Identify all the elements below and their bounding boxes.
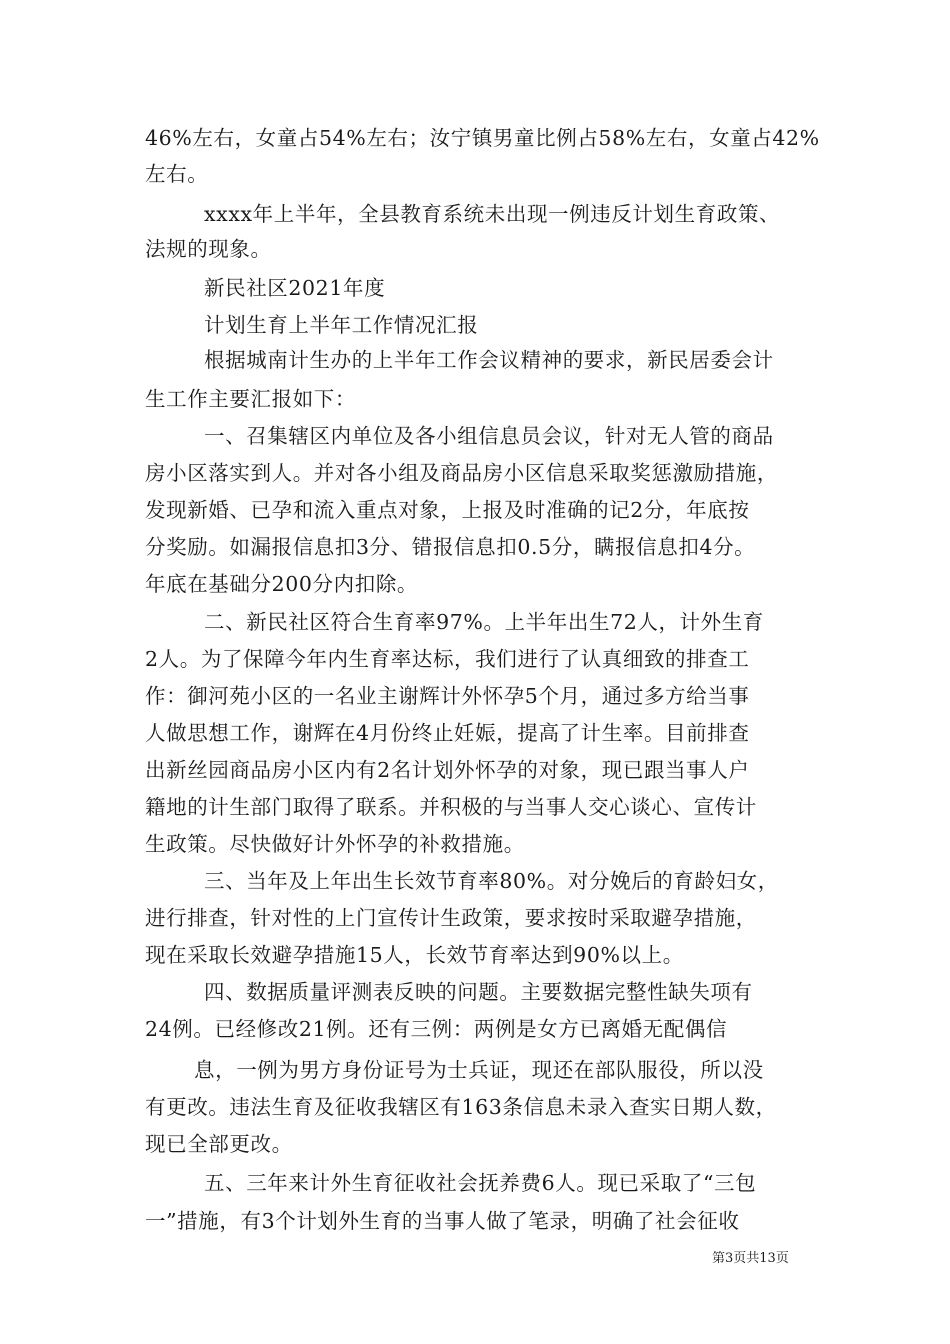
text-line: 息，一例为男方身份证号为士兵证，现还在部队服役，所以没 <box>194 1058 764 1082</box>
text-line: xxxx年上半年，全县教育系统未出现一例违反计划生育政策、 <box>204 202 781 226</box>
text-line: 有更改。违法生育及征收我辖区有163条信息未录入查实日期人数， <box>145 1095 777 1119</box>
text-line: 人做思想工作，谢辉在4月份终止妊娠，提高了计生率。目前排查 <box>145 721 750 745</box>
text-line: 籍地的计生部门取得了联系。并积极的与当事人交心谈心、宣传计 <box>145 795 757 819</box>
text-line: 现在采取长效避孕措施15人，长效节育率达到90%以上。 <box>145 943 684 967</box>
text-line: 左右。 <box>145 162 209 186</box>
text-line: 分奖励。如漏报信息扣3分、错报信息扣0.5分，瞒报信息扣4分。 <box>145 535 756 559</box>
section-heading: 新民社区2021年度 <box>204 276 386 300</box>
text-line: 发现新婚、已孕和流入重点对象，上报及时准确的记2分，年底按 <box>145 498 750 522</box>
text-line: 现已全部更改。 <box>145 1132 293 1156</box>
text-line: 进行排查，针对性的上门宣传计生政策，要求按时采取避孕措施， <box>145 906 757 930</box>
text-line: 年底在基础分200分内扣除。 <box>145 572 419 596</box>
text-line: 四、数据质量评测表反映的问题。主要数据完整性缺失项有 <box>204 980 753 1004</box>
text-line: 46%左右，女童占54%左右；汝宁镇男童比例占58%左右，女童占42% <box>145 126 820 150</box>
text-line: 2人。为了保障今年内生育率达标，我们进行了认真细致的排查工 <box>145 647 750 671</box>
text-line: 生工作主要汇报如下： <box>145 387 356 411</box>
text-line: 三、当年及上年出生长效节育率80%。对分娩后的育龄妇女， <box>204 869 779 893</box>
document-title: 计划生育上半年工作情况汇报 <box>204 313 479 337</box>
text-line: 生政策。尽快做好计外怀孕的补救措施。 <box>145 832 525 856</box>
text-line: 根据城南计生办的上半年工作会议精神的要求，新民居委会计 <box>204 348 774 372</box>
text-line: 24例。已经修改21例。还有三例：两例是女方已离婚无配偶信 <box>145 1017 728 1041</box>
text-line: 房小区落实到人。并对各小组及商品房小区信息采取奖惩激励措施， <box>145 461 778 485</box>
text-line: 出新丝园商品房小区内有2名计划外怀孕的对象，现已跟当事人户 <box>145 758 750 782</box>
text-line: 二、新民社区符合生育率97%。上半年出生72人，计外生育 <box>204 610 764 634</box>
text-line: 五、三年来计外生育征收社会抚养费6人。现已采取了“三包 <box>204 1171 757 1195</box>
text-line: 法规的现象。 <box>145 237 272 261</box>
text-line: 一、召集辖区内单位及各小组信息员会议，针对无人管的商品 <box>204 424 774 448</box>
text-line: 作：御河苑小区的一名业主谢辉计外怀孕5个月，通过多方给当事 <box>145 684 750 708</box>
text-line: 一”措施，有3个计划外生育的当事人做了笔录，明确了社会征收 <box>145 1209 740 1233</box>
page-number-footer: 第3页共13页 <box>712 1251 789 1266</box>
